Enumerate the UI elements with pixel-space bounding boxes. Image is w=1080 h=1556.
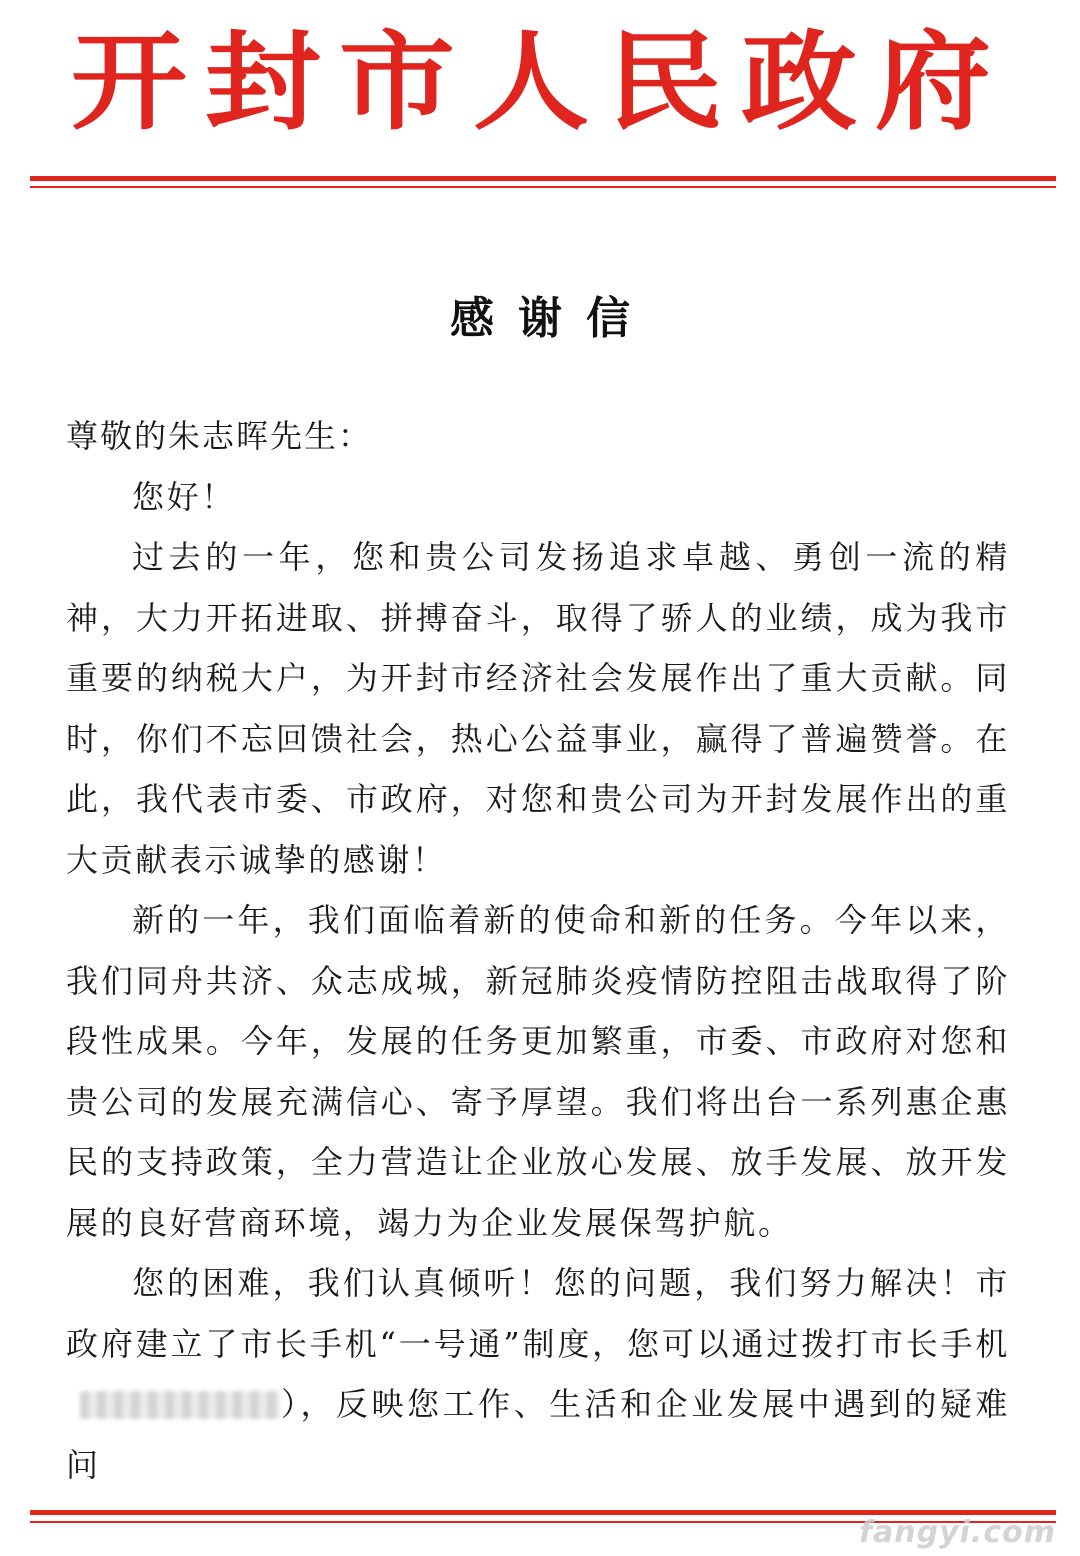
salutation: 尊敬的朱志晖先生： — [66, 417, 373, 455]
watermark: fangyi.com — [858, 1515, 1056, 1550]
paragraph: 新的一年，我们面临着新的使命和新的任务。今年以来，我们同舟共济、众志成城，新冠肺炎疫情防控阻击战取得了阶段性成果。今年，发展的任务更加繁重，市委、市政府对您和贵公司的发展充满信心、寄予厚望。我们将出台一系列惠企惠民的支持政策，全力营造让企业放心发展、放手发展、放开发展的良好营商环境，竭力为企业发展保驾护航。 — [66, 901, 1010, 1242]
greeting: 您好！ — [132, 477, 236, 516]
header-rule-thick — [30, 176, 1056, 181]
letter-body — [66, 406, 1010, 1495]
header-rule-thin — [30, 186, 1056, 188]
paragraph-last — [66, 1253, 1010, 1495]
redacted-phone-number — [80, 1391, 280, 1419]
letterhead-title: 开封市人民政府 — [71, 20, 1009, 145]
paragraph-text: ），反映您工作、生活和企业发展中遇到的疑难问 — [66, 1385, 1010, 1484]
letterhead-masthead — [0, 18, 1080, 148]
paragraph-text: 您的困难，我们认真倾听！您的问题，我们努力解决！市政府建立了市长手机“一号通”制度，您可以通过拨打市长手机 — [66, 1264, 1010, 1363]
paragraph: 过去的一年，您和贵公司发扬追求卓越、勇创一流的精神，大力开拓进取、拼搏奋斗，取得了骄人的业绩，成为我市重要的纳税大户，为开封市经济社会发展作出了重大贡献。同时，你们不忘回馈社会，热心公益事业，赢得了普遍赞誉。在此，我代表市委、市政府，对您和贵公司为开封发展作出的重大贡献表示诚挚的感谢！ — [66, 538, 1010, 879]
document-title: 感谢信 — [450, 293, 654, 344]
